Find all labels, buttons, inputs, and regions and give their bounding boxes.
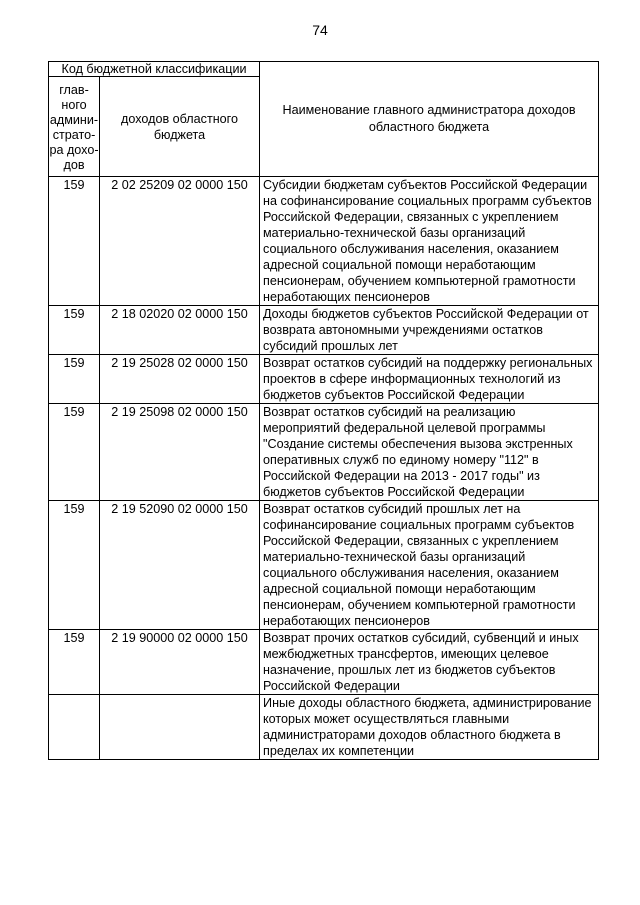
page-number: 74 xyxy=(312,22,328,38)
header-administrator-name: Наименование главного администратора доходов областного бюджета xyxy=(260,62,599,177)
table-row xyxy=(49,355,599,404)
header-main-administrator: глав-ного админи-страто-ра дохо-дов xyxy=(49,77,100,177)
income-code-cell: 2 02 25209 02 0000 150 xyxy=(100,177,260,306)
table-row xyxy=(49,177,599,306)
header-budget-classification: Код бюджетной классификации xyxy=(49,62,260,77)
income-code-cell: 2 19 90000 02 0000 150 xyxy=(100,630,260,695)
table-row xyxy=(49,404,599,501)
income-code-cell: 2 19 52090 02 0000 150 xyxy=(100,501,260,630)
income-code-cell: 2 18 02020 02 0000 150 xyxy=(100,306,260,355)
name-cell: Возврат остатков субсидий на реализацию мероприятий федеральной целевой программы "Создание системы обеспечения вызова экстренных оперативных служб по единому номеру "112" в Российской Федерации на 2013 - 2017 годы" из бюджетов субъектов Российской Федерации xyxy=(260,404,599,501)
admin-code-cell: 159 xyxy=(49,404,100,501)
name-cell: Возврат остатков субсидий прошлых лет на софинансирование социальных программ субъектов Российской Федерации, связанных с укреплением материально-технической базы организаций социального обслуживания населения, оказанием адресной социальной помощи неработающим пенсионерам, обучением компьютерной грамотности неработающих пенсионеров xyxy=(260,501,599,630)
admin-code-cell: 159 xyxy=(49,306,100,355)
admin-code-cell: 159 xyxy=(49,630,100,695)
table-row xyxy=(49,501,599,630)
name-cell: Возврат прочих остатков субсидий, субвенций и иных межбюджетных трансфертов, имеющих целевое назначение, прошлых лет из бюджетов субъектов Российской Федерации xyxy=(260,630,599,695)
table-row xyxy=(49,695,599,760)
income-code-cell: 2 19 25098 02 0000 150 xyxy=(100,404,260,501)
name-cell: Субсидии бюджетам субъектов Российской Федерации на софинансирование социальных программ субъектов Российской Федерации, связанных с укреплением материально-технической базы организаций социального обслуживания населения, оказанием адресной социальной помощи неработающим пенсионерам, обучением компьютерной грамотности неработающих пенсионеров xyxy=(260,177,599,306)
name-cell: Возврат остатков субсидий на поддержку региональных проектов в сфере информационных технологий из бюджетов субъектов Российской Федерации xyxy=(260,355,599,404)
table-row xyxy=(49,630,599,695)
admin-code-cell: 159 xyxy=(49,501,100,630)
income-code-cell: 2 19 25028 02 0000 150 xyxy=(100,355,260,404)
income-code-cell xyxy=(100,695,260,760)
admin-code-cell: 159 xyxy=(49,355,100,404)
header-regional-income: доходов областного бюджета xyxy=(100,77,260,177)
section-heading-cell: Иные доходы областного бюджета, администрирование которых может осуществляться главными администраторами доходов областного бюджета в пределах их компетенции xyxy=(260,695,599,760)
table-row xyxy=(49,306,599,355)
admin-code-cell: 159 xyxy=(49,177,100,306)
budget-classification-table xyxy=(48,61,599,760)
admin-code-cell xyxy=(49,695,100,760)
name-cell: Доходы бюджетов субъектов Российской Федерации от возврата автономными учреждениями остатков субсидий прошлых лет xyxy=(260,306,599,355)
